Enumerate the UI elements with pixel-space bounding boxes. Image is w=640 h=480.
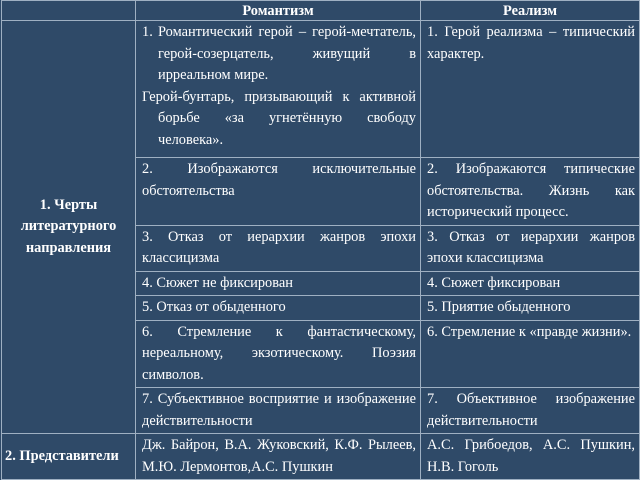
realism-cell: 7. Объективное изображение действительности — [421, 388, 640, 434]
realism-cell: 4. Сюжет фиксирован — [421, 271, 640, 296]
realism-cell: 5. Приятие обыденного — [421, 296, 640, 321]
section-label-representatives: 2. Представители — [2, 434, 136, 480]
romanticism-cell: 6. Стремление к фантастическому, нереальному, экзотическому. Поэзия символов. — [136, 320, 421, 388]
header-empty-cell — [2, 1, 136, 21]
romanticism-cell: 4. Сюжет не фиксирован — [136, 271, 421, 296]
table-row — [2, 21, 640, 158]
list-text: Романтический герой – герой-мечтатель, герой-созерцатель, живущий в ирреальном мире. — [158, 24, 416, 83]
realism-cell: 1. Герой реализма – типический характер. — [421, 21, 640, 158]
realism-cell: 3. Отказ от иерархии жанров эпохи классицизма — [421, 225, 640, 271]
romanticism-cell: 2. Изображаются исключительные обстоятельства — [136, 158, 421, 226]
romanticism-cell: 7. Субъективное восприятие и изображение действительности — [136, 388, 421, 434]
romanticism-cell: 3. Отказ от иерархии жанров эпохи классицизма — [136, 225, 421, 271]
romanticism-cell: Дж. Байрон, В.А. Жуковский, К.Ф. Рылеев, М.Ю. Лермонтов,А.С. Пушкин — [136, 434, 421, 480]
romanticism-cell — [136, 21, 421, 158]
romanticism-cell: 5. Отказ от обыденного — [136, 296, 421, 321]
comparison-table — [1, 0, 640, 480]
list-item — [142, 22, 416, 87]
realism-cell: А.С. Грибоедов, А.С. Пушкин, Н.В. Гоголь — [421, 434, 640, 480]
table-header-row — [2, 1, 640, 21]
table-row — [2, 434, 640, 480]
section-label-features: 1. Черты литературного направления — [2, 21, 136, 434]
list-item-continued: Герой-бунтарь, призывающий к активной борьбе «за угнетённую свободу человека». — [142, 88, 416, 148]
list-number: 1. — [142, 24, 153, 40]
realism-cell: 2. Изображаются типические обстоятельства. Жизнь как исторический процесс. — [421, 158, 640, 226]
header-realism: Реализм — [421, 1, 640, 21]
header-romanticism: Романтизм — [136, 1, 421, 21]
realism-cell: 6. Стремление к «правде жизни». — [421, 320, 640, 388]
